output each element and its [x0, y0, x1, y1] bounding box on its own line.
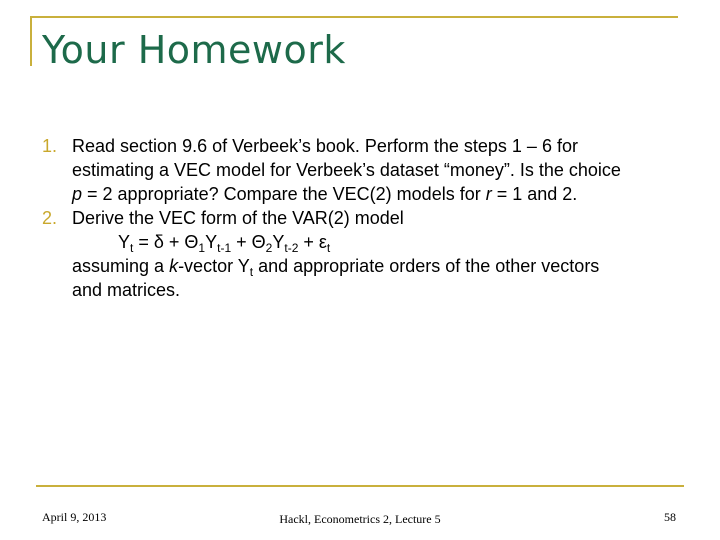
formula-y: Y	[205, 232, 218, 252]
cont-text: -vector Y	[178, 256, 250, 276]
cont-sub: t	[249, 265, 254, 279]
formula-y: Y	[118, 232, 131, 252]
list-marker-2: 2.	[42, 208, 58, 228]
formula-sub: t-2	[284, 241, 299, 255]
title-frame-top-rule	[30, 16, 678, 18]
formula-text: + ε	[298, 232, 327, 252]
item2-continuation-2: and matrices.	[72, 280, 181, 300]
formula-y: Y	[272, 232, 285, 252]
item2-line1: Derive the VEC form of the VAR(2) model	[72, 208, 404, 228]
cont-text: and appropriate orders of the other vectors	[253, 256, 600, 276]
formula-text: + Θ	[231, 232, 266, 252]
formula-sub: t	[326, 241, 331, 255]
list-marker-1: 1.	[42, 136, 58, 156]
formula-sub: t-1	[217, 241, 232, 255]
list-item-1	[42, 134, 692, 206]
title-frame-left-rule	[30, 16, 32, 66]
list-item-2	[42, 206, 692, 230]
homework-list	[42, 134, 692, 302]
item1-line3-end: = 1 and 2.	[491, 184, 578, 204]
page-number: 58	[664, 510, 676, 524]
item1-line3-text: = 2 appropriate? Compare the VEC(2) models for	[82, 184, 486, 204]
item1-r-var: r	[485, 184, 492, 204]
var2-formula	[42, 230, 692, 254]
formula-sub: 2	[265, 241, 273, 255]
item1-p-var: p	[72, 184, 83, 204]
item1-line1: Read section 9.6 of Verbeek’s book. Perform the steps 1 – 6 for	[72, 136, 578, 156]
item2-k-var: k	[169, 256, 179, 276]
formula-sub: 1	[198, 241, 206, 255]
footer-course: Hackl, Econometrics 2, Lecture 5	[279, 512, 441, 526]
footer-rule	[36, 485, 684, 487]
cont-text: assuming a	[72, 256, 170, 276]
item1-line3	[72, 182, 692, 206]
item2-continuation-1	[42, 254, 692, 278]
slide-title: Your Homework	[42, 28, 346, 72]
formula-text: = δ + Θ	[133, 232, 199, 252]
footer-date: April 9, 2013	[42, 510, 107, 524]
item1-line2: estimating a VEC model for Verbeek’s dataset “money”. Is the choice	[72, 160, 621, 180]
formula-sub: t	[130, 241, 134, 255]
